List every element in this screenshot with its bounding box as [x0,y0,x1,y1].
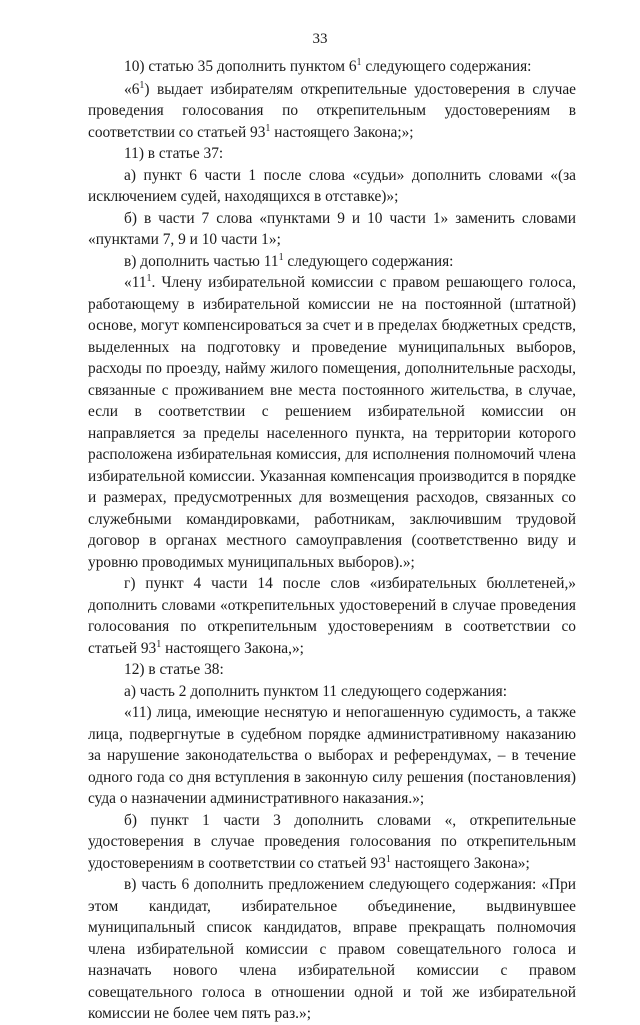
superscript: 1 [265,122,271,134]
superscript: 1 [139,79,145,91]
paragraph-item-6-1 [88,79,576,144]
superscript: 1 [146,272,152,284]
document-body [88,56,576,1025]
superscript: 1 [385,853,391,865]
paragraph-37-v [88,251,576,273]
page-number: 33 [312,31,328,47]
text-segment: 10) статью 35 дополнить пунктом 6 [124,58,357,75]
text-segment: . Члену избирательной комиссии с правом решающего голоса, работающему в избирательной комиссии не на постоянной (штатной) основе, могут компенсироваться за счет и в пределах бюджетных средств, выделенных на подготовку и проведение муниципальных выборов, расходы по проезду, найму жилого помещения, дополнительные расходы, связанные с проживанием вне места постоянного жительства, в случае, если в соответствии с решением избирательной комиссии он направляется за пределы населенного пункта, на территории которого расположена избирательная комиссия, для исполнения полномочий члена избирательной комиссии. Указанная компенсация производится в порядке и размерах, предусмотренных для возмещения расходов, связанных со служебными командировками, работникам, заключившим трудовой договор в органах местного самоуправления (соответственно виду и уровню проводимых муниципальных выборов).»; [88,274,576,571]
paragraph-37-a: а) пункт 6 части 1 после слова «судьи» дополнить словами «(за исключением судей, находящихся в отставке)»; [88,166,576,205]
text-segment: настоящего Закона»; [390,854,530,872]
paragraph-37-g [88,573,576,659]
text-segment: б) пункт 1 части 3 дополнить словами «, открепительные удостоверения в случае проведения голосования по открепительным удостоверениям в соответствии со статьей 93 [88,811,576,872]
paragraph-38-a: а) часть 2 дополнить пунктом 11 следующего содержания: [124,682,508,700]
paragraph-38-v: в) часть 6 дополнить предложением следующего содержания: «При этом кандидат, избирательное объединение, выдвинувшее муниципальный список кандидатов, вправе прекращать полномочия члена избирательной комиссии с правом совещательного голоса и назначать нового члена избирательной комиссии с правом совещательного голоса в отношении одной и той же избирательной комиссии не более чем пять раз.»; [88,876,576,1022]
paragraph-38-b [88,810,576,875]
text-segment: следующего содержания: [283,252,454,270]
text-segment: ) выдает избирателям открепительные удостоверения в случае проведения голосования по открепительным удостоверениям в соответствии со статьей 93 [88,80,576,141]
text-segment: г) пункт 4 части 14 после слов «избирательных бюллетеней,» дополнить словами «открепительных удостоверений в случае проведения голосования по открепительным удостоверениям в соответствии со статьей 93 [88,575,576,657]
paragraph-article-37: 11) в статье 37: [124,145,224,162]
paragraph-item-11: «11) лица, имеющие неснятую и непогашенную судимость, а также лица, подвергнутые в судебном порядке административному наказанию за нарушение законодательства о выборах и референдумах, – в течение одного года со дня вступления в законную силу решения (постановления) суда о назначении административного наказания.»; [88,704,576,807]
superscript: 1 [278,251,284,263]
superscript: 1 [156,638,162,650]
paragraph-article-38: 12) в статье 38: [124,661,224,678]
text-segment: «6 [124,80,140,98]
text-segment: настоящего Закона,»; [161,639,304,657]
paragraph-article-35 [88,56,576,78]
superscript: 1 [356,56,362,68]
paragraph-37-b: б) в части 7 слова «пунктами 9 и 10 части 1» заменить словами «пунктами 7, 9 и 10 части 1»; [88,209,576,248]
text-segment: «11 [124,274,147,291]
text-segment: в) дополнить частью 11 [124,252,279,270]
text-segment: следующего содержания: [361,58,532,75]
text-segment: настоящего Закона;»; [270,123,414,141]
paragraph-part-11-1 [88,272,576,573]
